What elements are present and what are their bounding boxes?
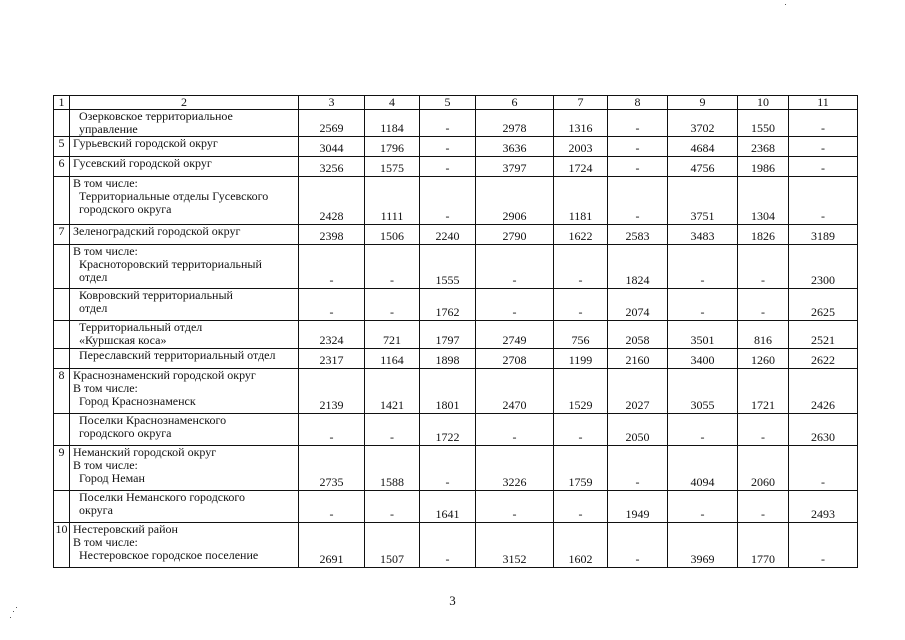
- value-cell: -: [420, 446, 476, 491]
- column-header: 2: [70, 96, 299, 110]
- value-cell: 3797: [476, 157, 554, 177]
- name-line: Поселки Неманского городского: [79, 490, 245, 504]
- value-cell: 4094: [668, 446, 738, 491]
- value-cell: -: [789, 137, 858, 157]
- table-row: [54, 369, 858, 414]
- value-cell: 2368: [738, 137, 789, 157]
- value-cell: 756: [554, 321, 608, 349]
- value-cell: 1949: [608, 491, 668, 523]
- value-cell: 1722: [420, 414, 476, 446]
- value-cell: -: [365, 414, 420, 446]
- row-number: [54, 110, 70, 137]
- row-number: [54, 245, 70, 289]
- name-line: управление: [79, 122, 138, 136]
- name-line: округа: [79, 503, 113, 517]
- table-row: [54, 523, 858, 568]
- table-row: [54, 245, 858, 289]
- value-cell: 3400: [668, 349, 738, 369]
- value-cell: 2622: [789, 349, 858, 369]
- value-cell: -: [608, 110, 668, 137]
- value-cell: 1602: [554, 523, 608, 568]
- name-line: городского округа: [79, 426, 172, 440]
- value-cell: 3751: [668, 177, 738, 225]
- value-cell: -: [608, 157, 668, 177]
- territory-name: [70, 157, 299, 177]
- scan-speck: [13, 611, 14, 612]
- scan-speck: [16, 607, 17, 608]
- row-number: 9: [54, 446, 70, 491]
- name-line: В том числе:: [73, 458, 138, 472]
- value-cell: 2324: [299, 321, 365, 349]
- table-row: [54, 446, 858, 491]
- name-line: отдел: [79, 270, 108, 284]
- table-row: [54, 157, 858, 177]
- value-cell: 721: [365, 321, 420, 349]
- value-cell: 2583: [608, 225, 668, 245]
- value-cell: 1622: [554, 225, 608, 245]
- value-cell: 1575: [365, 157, 420, 177]
- value-cell: 1507: [365, 523, 420, 568]
- table-row: [54, 491, 858, 523]
- name-line: Неманский городской округ: [73, 445, 217, 459]
- value-cell: -: [420, 137, 476, 157]
- value-cell: -: [420, 157, 476, 177]
- value-cell: -: [738, 289, 789, 321]
- territory-name: [70, 225, 299, 245]
- value-cell: 1898: [420, 349, 476, 369]
- name-line: Нестеровский район: [73, 522, 178, 536]
- value-cell: 1111: [365, 177, 420, 225]
- value-cell: 3636: [476, 137, 554, 157]
- name-line: городского округа: [79, 202, 172, 216]
- name-line: Краснознаменский городской округ: [73, 368, 256, 382]
- row-number: [54, 414, 70, 446]
- value-cell: 2240: [420, 225, 476, 245]
- row-number: 5: [54, 137, 70, 157]
- value-cell: -: [738, 245, 789, 289]
- value-cell: 2569: [299, 110, 365, 137]
- row-number: 8: [54, 369, 70, 414]
- value-cell: 1826: [738, 225, 789, 245]
- value-cell: 2317: [299, 349, 365, 369]
- value-cell: -: [420, 523, 476, 568]
- name-line: Нестеровское городское поселение: [79, 548, 259, 562]
- value-cell: 3501: [668, 321, 738, 349]
- name-line: Переславский территориальный отдел: [79, 348, 276, 362]
- value-cell: 2521: [789, 321, 858, 349]
- territory-name: [70, 491, 299, 523]
- value-cell: 2300: [789, 245, 858, 289]
- territory-name: [70, 321, 299, 349]
- row-number: [54, 177, 70, 225]
- value-cell: -: [789, 157, 858, 177]
- value-cell: 1304: [738, 177, 789, 225]
- value-cell: 1550: [738, 110, 789, 137]
- value-cell: 3969: [668, 523, 738, 568]
- value-cell: 2906: [476, 177, 554, 225]
- table-row: [54, 110, 858, 137]
- value-cell: -: [299, 289, 365, 321]
- name-line: Поселки Краснознаменского: [79, 413, 227, 427]
- column-header: 3: [299, 96, 365, 110]
- value-cell: -: [554, 491, 608, 523]
- territory-name: [70, 110, 299, 137]
- value-cell: -: [789, 523, 858, 568]
- value-cell: 1181: [554, 177, 608, 225]
- page-number: 3: [449, 593, 456, 608]
- value-cell: 3044: [299, 137, 365, 157]
- row-number: 7: [54, 225, 70, 245]
- column-header: 6: [476, 96, 554, 110]
- value-cell: 2050: [608, 414, 668, 446]
- value-cell: 2708: [476, 349, 554, 369]
- value-cell: 1724: [554, 157, 608, 177]
- value-cell: -: [608, 137, 668, 157]
- value-cell: -: [476, 289, 554, 321]
- value-cell: 3055: [668, 369, 738, 414]
- value-cell: -: [554, 289, 608, 321]
- value-cell: -: [365, 245, 420, 289]
- value-cell: 2625: [789, 289, 858, 321]
- value-cell: -: [608, 446, 668, 491]
- value-cell: 2003: [554, 137, 608, 157]
- value-cell: 1759: [554, 446, 608, 491]
- value-cell: 3226: [476, 446, 554, 491]
- value-cell: 2060: [738, 446, 789, 491]
- row-number: 10: [54, 523, 70, 568]
- value-cell: -: [299, 245, 365, 289]
- table-row: [54, 289, 858, 321]
- value-cell: 816: [738, 321, 789, 349]
- value-cell: 2735: [299, 446, 365, 491]
- value-cell: 1316: [554, 110, 608, 137]
- value-cell: 3483: [668, 225, 738, 245]
- name-line: В том числе:: [73, 244, 138, 258]
- name-line: Озерковское территориальное: [79, 109, 233, 123]
- table-row: [54, 225, 858, 245]
- territory-name: [70, 177, 299, 225]
- value-cell: 1770: [738, 523, 789, 568]
- value-cell: 1824: [608, 245, 668, 289]
- value-cell: -: [789, 177, 858, 225]
- value-cell: -: [789, 110, 858, 137]
- value-cell: 1762: [420, 289, 476, 321]
- value-cell: 2978: [476, 110, 554, 137]
- value-cell: 2058: [608, 321, 668, 349]
- name-line: Гурьевский городской округ: [73, 136, 218, 150]
- value-cell: -: [668, 414, 738, 446]
- value-cell: 1164: [365, 349, 420, 369]
- value-cell: 1506: [365, 225, 420, 245]
- value-cell: 2428: [299, 177, 365, 225]
- value-cell: 2749: [476, 321, 554, 349]
- name-line: Ковровский территориальный: [79, 288, 233, 302]
- table-row: [54, 137, 858, 157]
- name-line: В том числе:: [73, 535, 138, 549]
- value-cell: 3256: [299, 157, 365, 177]
- value-cell: 3189: [789, 225, 858, 245]
- value-cell: -: [668, 491, 738, 523]
- value-cell: -: [476, 245, 554, 289]
- name-line: Территориальный отдел: [79, 320, 203, 334]
- column-header: 4: [365, 96, 420, 110]
- value-cell: -: [789, 446, 858, 491]
- value-cell: 1529: [554, 369, 608, 414]
- table-row: [54, 414, 858, 446]
- column-header: 11: [789, 96, 858, 110]
- territory-name: [70, 369, 299, 414]
- column-header: 8: [608, 96, 668, 110]
- value-cell: -: [554, 414, 608, 446]
- column-header: 5: [420, 96, 476, 110]
- value-cell: -: [420, 177, 476, 225]
- name-line: В том числе:: [73, 381, 138, 395]
- territory-name: [70, 446, 299, 491]
- value-cell: 1641: [420, 491, 476, 523]
- value-cell: 1588: [365, 446, 420, 491]
- territory-name: [70, 137, 299, 157]
- table-row: [54, 321, 858, 349]
- name-line: Гусевский городской округ: [73, 156, 212, 170]
- column-header: 10: [738, 96, 789, 110]
- row-number: [54, 321, 70, 349]
- territory-name: [70, 523, 299, 568]
- value-cell: 1260: [738, 349, 789, 369]
- territory-name: [70, 414, 299, 446]
- row-number: [54, 289, 70, 321]
- value-cell: 4756: [668, 157, 738, 177]
- territory-name: [70, 289, 299, 321]
- table-row: [54, 177, 858, 225]
- table-row: [54, 349, 858, 369]
- value-cell: -: [299, 491, 365, 523]
- territory-name: [70, 349, 299, 369]
- value-cell: 4684: [668, 137, 738, 157]
- name-line: Город Краснознаменск: [79, 394, 196, 408]
- column-header: 9: [668, 96, 738, 110]
- value-cell: 1721: [738, 369, 789, 414]
- name-line: Город Неман: [79, 471, 145, 485]
- value-cell: 1199: [554, 349, 608, 369]
- value-cell: -: [668, 245, 738, 289]
- scan-speck: [10, 617, 11, 618]
- value-cell: -: [554, 245, 608, 289]
- value-cell: 2398: [299, 225, 365, 245]
- column-header: 7: [554, 96, 608, 110]
- value-cell: 2493: [789, 491, 858, 523]
- value-cell: -: [420, 110, 476, 137]
- value-cell: 1801: [420, 369, 476, 414]
- value-cell: 2074: [608, 289, 668, 321]
- value-cell: 3152: [476, 523, 554, 568]
- value-cell: 2790: [476, 225, 554, 245]
- value-cell: 2027: [608, 369, 668, 414]
- scan-speck: [785, 4, 786, 5]
- value-cell: -: [299, 414, 365, 446]
- value-cell: 2470: [476, 369, 554, 414]
- value-cell: 1421: [365, 369, 420, 414]
- value-cell: -: [738, 491, 789, 523]
- data-table: [53, 95, 858, 568]
- row-number: 6: [54, 157, 70, 177]
- value-cell: -: [476, 414, 554, 446]
- name-line: отдел: [79, 301, 108, 315]
- value-cell: 1797: [420, 321, 476, 349]
- value-cell: -: [608, 177, 668, 225]
- value-cell: -: [608, 523, 668, 568]
- value-cell: 1796: [365, 137, 420, 157]
- name-line: «Куршская коса»: [79, 333, 167, 347]
- name-line: Зеленоградский городской округ: [73, 224, 241, 238]
- value-cell: -: [365, 289, 420, 321]
- value-cell: 2160: [608, 349, 668, 369]
- row-number: [54, 491, 70, 523]
- header-row: [54, 96, 858, 110]
- value-cell: 1555: [420, 245, 476, 289]
- value-cell: 3702: [668, 110, 738, 137]
- value-cell: 2426: [789, 369, 858, 414]
- row-number: [54, 349, 70, 369]
- value-cell: 2139: [299, 369, 365, 414]
- name-line: В том числе:: [73, 176, 138, 190]
- value-cell: 2691: [299, 523, 365, 568]
- territory-name: [70, 245, 299, 289]
- value-cell: -: [738, 414, 789, 446]
- value-cell: -: [476, 491, 554, 523]
- column-header: 1: [54, 96, 70, 110]
- table-body: [54, 110, 858, 568]
- value-cell: 2630: [789, 414, 858, 446]
- value-cell: 1986: [738, 157, 789, 177]
- value-cell: -: [365, 491, 420, 523]
- name-line: Красноторовский территориальный: [79, 257, 262, 271]
- value-cell: 1184: [365, 110, 420, 137]
- name-line: Территориальные отделы Гусевского: [79, 189, 269, 203]
- value-cell: -: [668, 289, 738, 321]
